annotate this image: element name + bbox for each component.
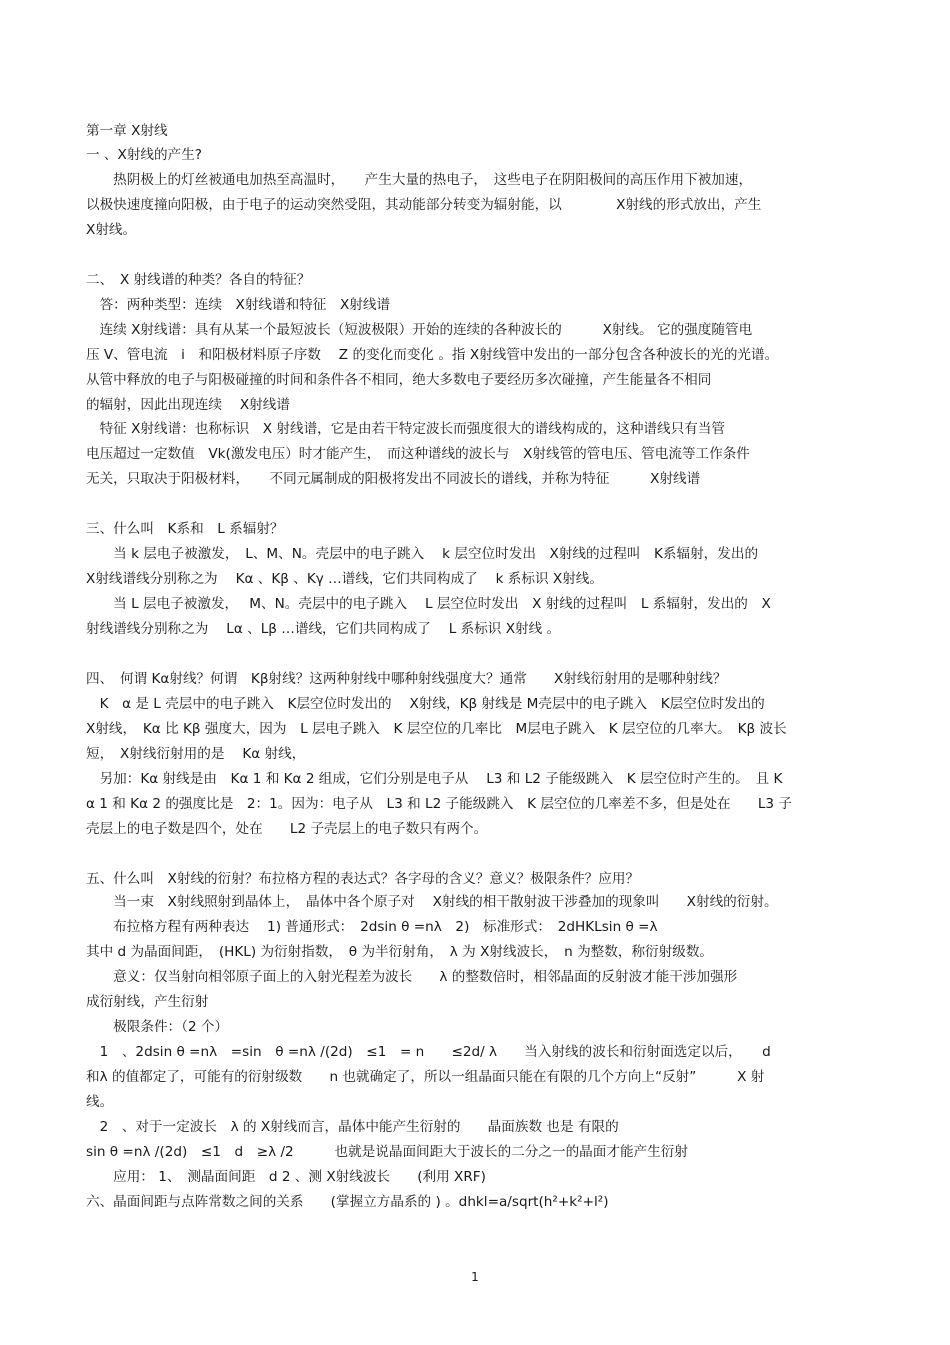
text-line: 答：两种类型：连续 X射线谱和特征 X射线谱: [86, 297, 391, 313]
text-line: 三、什么叫 K系和 L 系辐射？: [86, 521, 284, 537]
text-line: 从管中释放的电子与阳极碰撞的时间和条件各不相同，绝大多数电子要经历多次碰撞，产生能量各不相同: [86, 372, 712, 388]
text-line: α 1 和 Kα 2 的强度比是 2：1。因为：电子从 L3 和 L2 子能级跳入 K 层空位的几率差不多，但是处在 L3 子: [86, 796, 792, 812]
text-line: 射线谱线分别称之为 Lα 、Lβ …谱线，它们共同构成了 L 系标识 X射线 。: [86, 621, 561, 637]
text-line: 成衍射线，产生衍射: [86, 994, 209, 1010]
text-line: sin θ =nλ /(2d) ≤1 d ≥λ /2 也就是说晶面间距大于波长的二分之一的晶面才能产生衍射: [86, 1144, 688, 1160]
text-line: X射线谱线分别称之为 Kα 、Kβ 、Kγ …谱线，它们共同构成了 k 系标识 X射线。: [86, 571, 603, 587]
text-line: 1 、2dsin θ =nλ =sin θ =nλ /(2d) ≤1 = n ≤2d/ λ 当入射线的波长和衍射面选定以后， d: [86, 1044, 771, 1060]
text-line: K α 是 L 壳层中的电子跳入 K层空位时发出的 X射线，Kβ 射线是 M壳层中的电子跳入 K层空位时发出的: [86, 696, 765, 712]
text-line: 特征 X射线谱：也称标识 X 射线谱，它是由若干特定波长而强度很大的谱线构成的，这种谱线只有当管: [86, 421, 725, 437]
text-line: 六、晶面间距与点阵常数之间的关系 (掌握立方晶系的 ) 。dhkl=a/sqrt(h²+k²+l²): [86, 1194, 609, 1210]
text-line: 意义：仅当射向相邻原子面上的入射光程差为波长 λ 的整数倍时，相邻晶面的反射波才能干涉加强形: [86, 969, 738, 985]
text-line: 电压超过一定数值 Vk(激发电压）时才能产生， 而这种谱线的波长与 X射线管的管电压、管电流等工作条件: [86, 446, 750, 462]
text-line: 应用： 1、 测晶面间距 d 2 、测 X射线波长 (利用 XRF): [86, 1169, 486, 1185]
text-line: 和λ 的值都定了，可能有的衍射级数 n 也就确定了，所以一组晶面只能在有限的几个方向上“反射” X 射: [86, 1069, 765, 1085]
text-line: X射线， Kα 比 Kβ 强度大，因为 L 层电子跳入 K 层空位的几率比 M层电子跳入 K 层空位的几率大。 Kβ 波长: [86, 721, 787, 737]
text-line: 四、 何谓 Kα射线？何谓 Kβ射线？这两种射线中哪种射线强度大？通常 X射线衍射用的是哪种射线？: [86, 671, 727, 687]
text-line: 极限条件：（2 个）: [86, 1019, 229, 1035]
text-line: 线。: [86, 1094, 114, 1110]
text-line: 一 、X射线的产生?: [86, 147, 203, 163]
text-line: 第一章 X射线: [86, 123, 168, 139]
text-line: 壳层上的电子数是四个，处在 L2 子壳层上的电子数只有两个。: [86, 821, 488, 837]
page-number: 1: [471, 1270, 479, 1284]
text-line: 2 、对于一定波长 λ 的 X射线而言，晶体中能产生衍射的 晶面族数 也是 有限的: [86, 1119, 619, 1135]
text-line: 二、 X 射线谱的种类？各自的特征？: [86, 272, 311, 288]
text-line: 另加：Kα 射线是由 Kα 1 和 Kα 2 组成，它们分别是电子从 L3 和 L2 子能级跳入 K 层空位时产生的。 且 K: [86, 771, 783, 787]
text-line: 以极快速度撞向阳极，由于电子的运动突然受阻，其动能部分转变为辐射能，以 X射线的形式放出，产生: [86, 197, 762, 213]
text-line: 当 k 层电子被激发， L、M、N。壳层中的电子跳入 k 层空位时发出 X射线的过程叫 K系辐射，发出的: [86, 546, 759, 562]
text-line: 热阴极上的灯丝被通电加热至高温时， 产生大量的热电子， 这些电子在阴阳极间的高压作用下被加速，: [86, 172, 753, 188]
text-line: 其中 d 为晶面间距， (HKL) 为衍射指数， θ 为半衍射角， λ 为 X射线波长， n 为整数，称衍射级数。: [86, 944, 714, 960]
text-line: X射线。: [86, 222, 137, 238]
text-line: 布拉格方程有两种表达 1) 普通形式： 2dsin θ =nλ 2) 标准形式： 2dHKLsin θ =λ: [86, 919, 658, 935]
text-line: 的辐射，因此出现连续 X射线谱: [86, 397, 290, 413]
text-line: 无关，只取决于阳极材料， 不同元属制成的阳极将发出不同波长的谱线，并称为特征 X射线谱: [86, 471, 701, 487]
text-line: 压 V、管电流 i 和阳极材料原子序数 Z 的变化而变化 。指 X射线管中发出的一部分包含各种波长的光的光谱。: [86, 347, 779, 363]
text-line: 连续 X射线谱：具有从某一个最短波长（短波极限）开始的连续的各种波长的 X射线。 它的强度随管电: [86, 322, 753, 338]
text-line: 当一束 X射线照射到晶体上， 晶体中各个原子对 X射线的相干散射波干涉叠加的现象叫 X射线的衍射。: [86, 894, 778, 910]
text-line: 当 L 层电子被激发， M、N。壳层中的电子跳入 L 层空位时发出 X 射线的过程叫 L 系辐射，发出的 X: [86, 596, 771, 612]
text-line: 五、什么叫 X射线的衍射？布拉格方程的表达式？各字母的含义？意义？极限条件？应用？: [86, 871, 640, 887]
text-line: 短， X射线衍射用的是 Kα 射线，: [86, 746, 306, 762]
